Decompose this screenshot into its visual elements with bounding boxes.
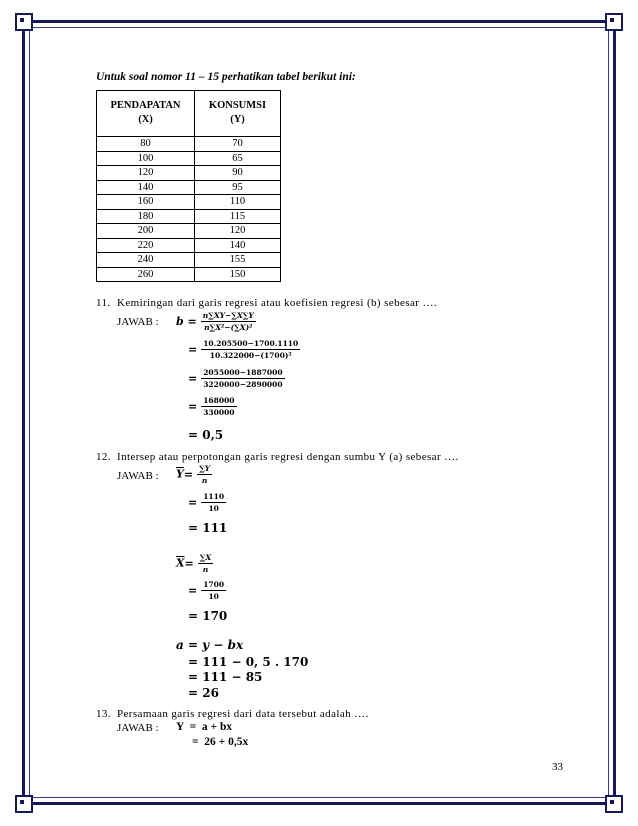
q11-jawab-label: JAWAB : (117, 316, 159, 328)
q12-a-step-1: = 111 − 0, 5 . 170 (188, 655, 309, 669)
table-row: 180 115 (97, 209, 281, 224)
q12-x-step: = $\frac{1700}{10}$ (188, 580, 225, 601)
q11-step-3: = $\frac{168000}{330000}$ (188, 396, 235, 417)
q12-a-formula: a = y − bx (176, 638, 244, 652)
q11-step-1: = $\frac{10.205500-1700.1110}{\text{10.322000−(1700)²}}$ (188, 339, 299, 360)
header-konsumsi: KONSUMSI (Y) (195, 91, 281, 137)
q11-result: = 0,5 (188, 428, 224, 442)
corner-ornament-bottom-left (15, 795, 33, 813)
question-13: 13. Persamaan garis regresi dari data tersebut adalah …. (96, 708, 369, 720)
q11-step-2: = $\frac{2055000-1887000}{3220000-2890000}$ (188, 368, 283, 389)
table-row: 200 120 (97, 224, 281, 239)
question-11: 11. Kemiringan dari garis regresi atau koefisien regresi (b) sebesar …. (96, 297, 438, 309)
q13-equation: Y = a + bx (176, 721, 233, 733)
table-row: 100 65 (97, 151, 281, 166)
table-row: 240 155 (97, 253, 281, 268)
q12-y-formula: $\overline{Y}=$ $\frac{\sum Y}{n}$ (176, 464, 211, 485)
q13-result: = 26 + 0,5x (192, 736, 249, 748)
table-header-row (97, 91, 281, 137)
data-table (96, 90, 281, 282)
corner-ornament-bottom-right (605, 795, 623, 813)
q12-a-result: = 26 (188, 686, 219, 700)
table-row: 80 70 (97, 137, 281, 152)
q12-y-result: = 111 (188, 521, 228, 535)
q13-jawab-label: JAWAB : (117, 722, 159, 734)
q12-y-step: = $\frac{1110}{10}$ (188, 492, 225, 513)
q11-formula: b = $\frac{n\sum XY-\sum X\sum Y}{\text{n∑X²−(∑X)²}}$ (176, 311, 254, 332)
q12-x-result: = 170 (188, 609, 228, 623)
table-row: 260 150 (97, 267, 281, 282)
q12-jawab-label: JAWAB : (117, 470, 159, 482)
corner-ornament-top-right (605, 13, 623, 31)
q12-a-step-2: = 111 − 85 (188, 670, 263, 684)
table-row: 160 110 (97, 195, 281, 210)
page-number: 33 (552, 761, 563, 773)
section-heading: Untuk soal nomor 11 – 15 perhatikan tabel berikut ini: (96, 71, 356, 83)
table-row: 220 140 (97, 238, 281, 253)
corner-ornament-top-left (15, 13, 33, 31)
table-row: 140 95 (97, 180, 281, 195)
q12-x-formula: $\overline{X}=$ $\frac{\sum X}{n}$ (176, 553, 212, 574)
header-pendapatan: PENDAPATAN (X) (97, 91, 195, 137)
question-12: 12. Intersep atau perpotongan garis regresi dengan sumbu Y (a) sebesar …. (96, 451, 459, 463)
table-row: 120 90 (97, 166, 281, 181)
